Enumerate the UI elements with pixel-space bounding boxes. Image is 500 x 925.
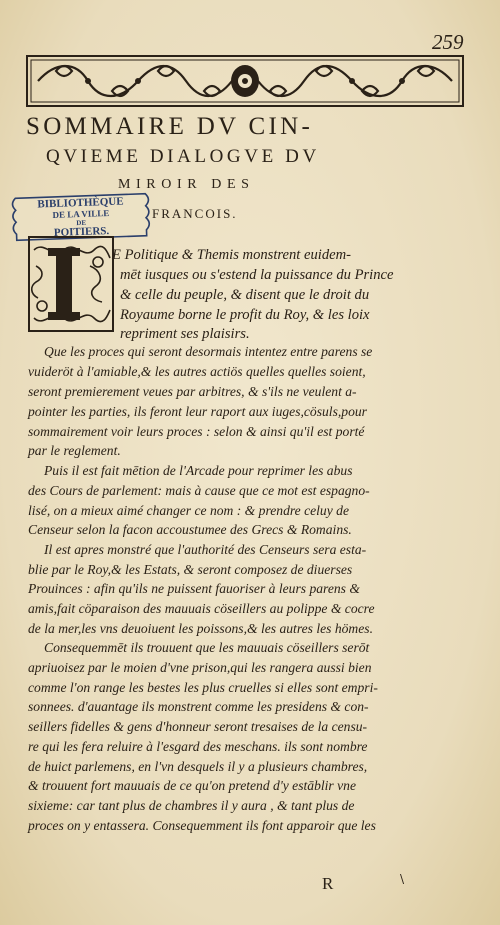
stamp-line-4: POITIERS.	[53, 225, 110, 239]
body-line: vuideröt à l'amiable,& les autres actiös quelles quelles soient,	[28, 364, 366, 379]
body-line: sommairement voir leurs proces : selon & ainsi qu'il est porté	[28, 424, 365, 439]
title-line-4: FRANCOIS.	[152, 206, 238, 221]
body-line: Que les proces qui seront desormais intentez entre parens se	[44, 344, 373, 359]
intro-line: Royaume borne le profit du Roy, & les loix	[120, 307, 370, 323]
body-line: pointer les parties, ils feront leur raport aux iuges,cösuls,pour	[28, 404, 367, 419]
body-line: de huict parlemens, en l'vn desquels il y a plusieurs chambres,	[28, 759, 368, 774]
body-line: apriuoisez par le moien d'vne prison,qui les rangera aussi bien	[28, 660, 372, 675]
body-line: Il est apres monstré que l'authorité des Censeurs sera esta-	[44, 542, 367, 557]
title-line-1: SOMMAIRE DV CIN-	[26, 113, 314, 140]
body-line: Prouinces : afin qu'ils ne puissent fauoriser à leurs parens &	[28, 581, 360, 596]
signature-mark: R	[322, 874, 334, 893]
intro-line: & celle du peuple, & disent que le droit du	[120, 287, 370, 303]
body-line: seillers fidelles & gens d'honneur seront tresaises de la censu-	[28, 719, 368, 734]
body-line: Consequemmēt ils trouuent que les mauuais cöseillers serōt	[44, 640, 370, 655]
intro-line: E Politique & Themis monstrent euidem-	[112, 247, 352, 263]
body-line: blie par le Roy,& les Estats, & seront composez de diuerses	[28, 562, 353, 577]
body-line: Puis il est fait mētion de l'Arcade pour reprimer les abus	[44, 463, 353, 478]
body-line: comme l'on range les bestes les plus cruelles si elles sont empri-	[28, 680, 378, 695]
intro-line: repriment ses plaisirs.	[120, 326, 250, 342]
stamp-line-1: BIBLIOTHÈQUE	[37, 195, 124, 211]
intro-line: mēt iusques ou s'estend la puissance du Prince	[120, 267, 394, 283]
body-line: sixieme: car tant plus de chambres il y aura , & tant plus de	[28, 798, 355, 813]
title-line-3: MIROIR DES	[118, 177, 255, 192]
body-line: re qui les fera reluire à l'esgard des meschans. ils sont nombre	[28, 739, 368, 754]
body-line: par le reglement.	[28, 443, 121, 458]
title-line-2: QVIEME DIALOGVE DV	[46, 146, 320, 167]
body-line: des Cours de parlement: mais à cause que ce mot est espagno-	[28, 483, 370, 498]
body-line: amis,fait cöparaison des mauuais cöseillers au polippe & cocre	[28, 601, 375, 616]
headpiece-ornament	[26, 55, 464, 107]
body-line: & trouuent fort mauuais de ce qu'on pretend d'y estāblir vne	[28, 778, 356, 793]
decorated-initial-letter	[28, 236, 114, 332]
stray-mark: \	[400, 872, 405, 886]
body-line: lisé, on a mieux aimé changer ce nom : & prendre celuy de	[28, 503, 349, 518]
stamp-line-3: DE	[76, 218, 87, 228]
body-line: seront premierement veues par arbitres, & s'ils ne veulent a-	[28, 384, 357, 399]
body-line: Censeur selon la facon accoustumee des Grecs & Romains.	[28, 522, 352, 537]
body-line: de la mer,les vns deuoiuent les poissons,& les autres les hömes.	[28, 621, 373, 636]
stamp-line-2: DE LA VILLE	[52, 208, 110, 220]
page-number: 259	[432, 30, 464, 54]
body-line: proces on y entassera. Consequemment ils font apparoir que les	[28, 818, 376, 833]
body-line: sonnees. d'auantage ils monstrent comme les presidens & con-	[28, 699, 369, 714]
